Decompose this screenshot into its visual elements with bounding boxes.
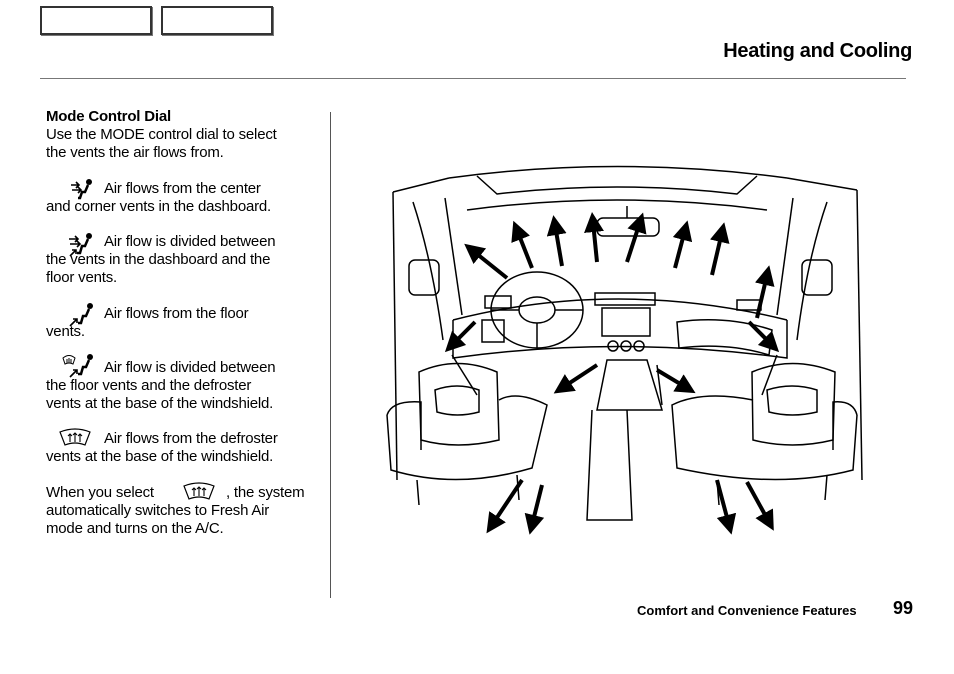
section-heading: Mode Control Dial	[46, 108, 171, 125]
mode-2-line-3: floor vents.	[46, 269, 117, 286]
car-interior-airflow-illustration	[357, 150, 877, 550]
note-line-3: mode and turns on the A/C.	[46, 520, 224, 537]
page-title: Heating and Cooling	[723, 40, 912, 62]
mode-4-line-1: Air flow is divided between	[104, 359, 276, 376]
note-text-before: When you select	[46, 484, 154, 501]
defrost-icon	[58, 428, 92, 448]
mode-5-line-1: Air flows from the defroster	[104, 430, 278, 447]
mode-2-line-2: the vents in the dashboard and the	[46, 251, 271, 268]
mode-3-line-2: vents.	[46, 323, 85, 340]
mode-5-line-2: vents at the base of the windshield.	[46, 448, 274, 465]
mode-4-line-3: vents at the base of the windshield.	[46, 395, 274, 412]
footer-section-title: Comfort and Convenience Features	[637, 603, 857, 618]
defrost-icon-inline	[182, 482, 216, 502]
mode-4-line-2: the floor vents and the defroster	[46, 377, 252, 394]
page-number: 99	[893, 598, 914, 618]
note-line-2: automatically switches to Fresh Air	[46, 502, 270, 519]
nav-button-previous[interactable]	[40, 6, 152, 35]
nav-button-next[interactable]	[161, 6, 273, 35]
mode-1-line-1: Air flows from the center	[104, 180, 261, 197]
mode-1-line-2: and corner vents in the dashboard.	[46, 198, 272, 215]
vent-floor-defrost-icon	[60, 353, 96, 379]
mode-3-line-1: Air flows from the floor	[104, 305, 249, 322]
column-divider	[330, 112, 331, 598]
note-text-after: , the system	[226, 484, 305, 501]
mode-2-line-1: Air flow is divided between	[104, 233, 276, 250]
intro-line-1: Use the MODE control dial to select	[46, 126, 277, 143]
intro-line-2: the vents the air flows from.	[46, 144, 224, 161]
header-divider	[40, 78, 906, 79]
